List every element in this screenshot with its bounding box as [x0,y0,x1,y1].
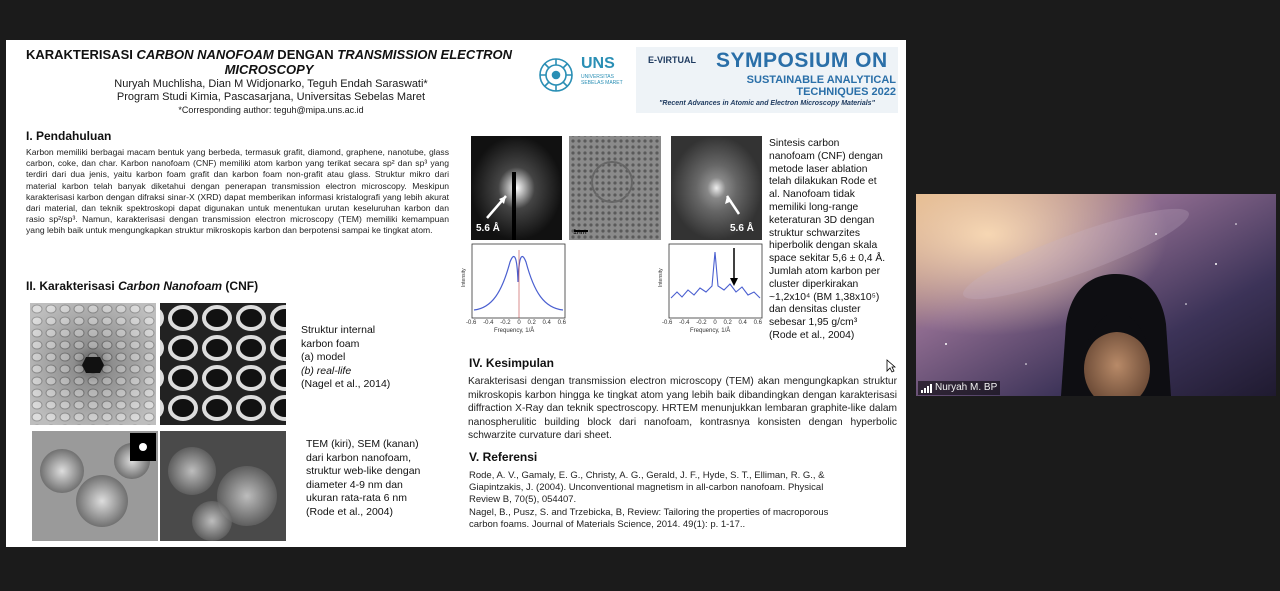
reference-1: Rode, A. V., Gamaly, E. G., Christy, A. G., Gerald, J. F., Hyde, S. T., Elliman, R. G., & Giapintzakis, J. (2004). Unconventional magnetism in all-carbon nanofoam. Physical Review B, 70(5), 054407. [469,470,825,505]
spectrum-xlabel-left: Frequency, 1/Å [494,328,535,334]
tem-diffraction-panel [462,132,766,346]
spectrum-xlabel-right: Frequency, 1/Å [690,328,731,334]
participant-name: Nuryah M. BP [935,382,998,393]
caption-tem-sem: TEM (kiri), SEM (kanan) dari karbon nanofoam, struktur web-like dengan diameter 4-9 nm dan ukuran rata-rata 6 nm (Rode et al., 2004) [306,438,421,518]
section2-heading: II. Karakterisasi Carbon Nanofoam (CNF) [26,279,259,293]
spectrum-ticks-right: -0.6 -0.4 -0.2 0 0.2 0.4 0.6 [662,320,762,326]
tem-scale-label: 1nm [573,229,587,236]
banner-subtitle: SUSTAINABLE ANALYTICAL TECHNIQUES 2022 [746,74,896,98]
foam-structure-image [30,303,286,425]
spectrum-ylabel-left: Intensity [461,268,467,287]
caption-cnf-synthesis: Sintesis carbon nanofoam (CNF) dengan metode laser ablation telah dilakukan Rode et al. Nanofoam tidak memiliki long-range keteraturan 3D dengan struktur schwarzites hiperbolik dengan skala space sekitar 5,6 ± 0,4 Å. Jumlah atom karbon per cluster diperkirakan ~1,2x10⁴ (BM 1,38x10⁵) dan densitas cluster sebesar 1,95 g/cm³ (Rode et al., 2004) [769,138,886,341]
mouse-cursor-icon [886,359,896,373]
poster-corresponding: *Corresponding author: teguh@mipa.uns.ac.id [178,105,364,115]
section1-heading: I. Pendahuluan [26,129,112,143]
section4-body: Karakterisasi dengan transmission electron microscopy (TEM) akan mengungkapkan struktur mikroskopis karbon hingga ke tingkat atom yang lebih baik dibandingkan dengan karakterisasi diffraction X-Ray dan teknik spectroscopy. HRTEM menunjukkan lembaran graphite-like dalam nanospherulitic building block dari nanofoam, kontrasnya konsisten dengan hyperbolic schwarzite curvature dari sheet. [468,376,897,441]
tem-sem-image [32,431,286,541]
poster-affiliation: Program Studi Kimia, Pascasarjana, Universitas Sebelas Maret [116,91,426,103]
tem-label-right: 5.6 Å [730,223,754,234]
poster-title: KARAKTERISASI CARBON NANOFOAM DENGAN TRANSMISSION ELECTRON MICROSCOPY [25,47,513,77]
caption-foam: Struktur internal karbon foam (a) model (b) real-life (Nagel et al., 2014) [301,324,391,390]
tem-label-left: 5.6 Å [476,223,500,234]
shared-slide [6,40,906,547]
section5-heading: V. Referensi [469,450,538,464]
spectrum-ticks-left: -0.6 -0.4 -0.2 0 0.2 0.4 0.6 [466,320,566,326]
spectrum-ylabel-right: Intensity [658,268,664,287]
symposium-banner [636,47,898,113]
banner-tagline: "Recent Advances in Atomic and Electron Microscopy Materials" [659,100,875,107]
uns-logo-subtext: UNIVERSITAS SEBELAS MARET [581,74,623,86]
participant-video-tile[interactable] [916,194,1276,396]
reference-2: Nagel, B., Pusz, S. and Trzebicka, B, Review: Tailoring the properties of macroporous carbon foams. Journal of Materials Science, 2014. 49(1): p. 1-17.. [469,507,829,530]
uns-logo-text: UNS [581,55,615,72]
signal-strength-icon [921,384,932,393]
banner-symposium: SYMPOSIUM ON [716,49,888,72]
participant-name-tag [918,381,1000,395]
banner-evirtual: E-VIRTUAL [648,55,696,65]
section1-body: Karbon memiliki berbagai macam bentuk yang berbeda, termasuk grafit, diamond, graphene, nanotube, glass carbon, coke, dan char. Karbon nanofoam (CNF) memiliki atom karbon yang terikat secara sp² dan sp³ yang terdiri dari dua jenis, yaitu karbon foam grafit dan karbon foam non-grafit atau glass. Struktur mikro dari material karbon telah banyak diketahui dengan penerapan transmission electron microscopy. Meskipun karakterisasi karbon dengan difraksi sinar-X (XRD) dapat memberikan informasi kristalografi yang lebih akurat dari material, dan teknik spektroskopi dapat digunakan untuk menentukan urutan keseluruhan karbon dan rasio sp²/sp³. Namun, karakterisasi dengan transmission electron microscopy (TEM) memiliki kemampuan yang lebih baik untuk mengungkapkan struktur mikroskopis karbon dan berpotensi sampai ke tingkat atom. [26,147,449,236]
participant-video-feed [916,194,1276,396]
poster-authors: Nuryah Muchlisha, Dian M Widjonarko, Teguh Endah Saraswati* [114,78,428,90]
section4-heading: IV. Kesimpulan [469,356,554,370]
